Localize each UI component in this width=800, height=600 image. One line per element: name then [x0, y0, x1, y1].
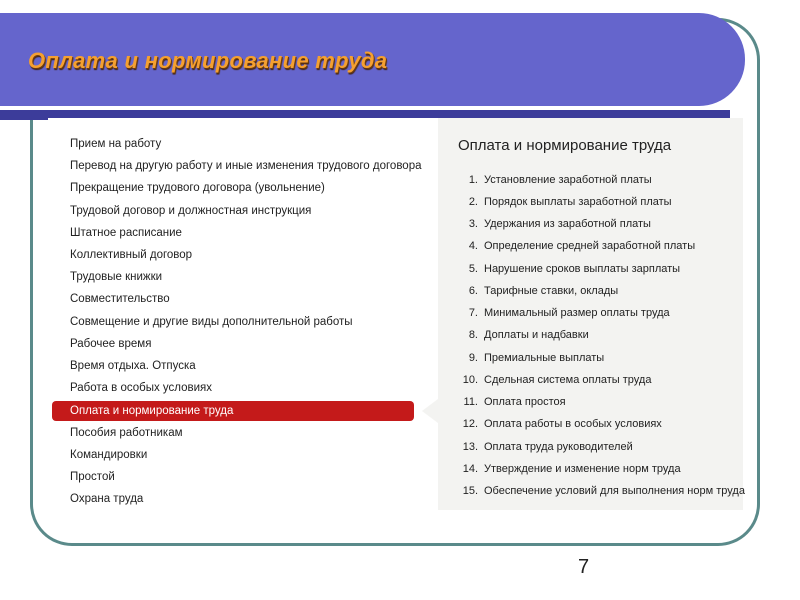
subtopic-item[interactable] — [438, 325, 589, 345]
menu-item[interactable]: Коллективный договор — [70, 249, 193, 261]
page-number: 7 — [578, 556, 590, 578]
subtopic-number: 8. — [468, 329, 478, 341]
subtopic-item[interactable] — [438, 392, 566, 412]
subtopic-label: Премиальные выплаты — [484, 352, 605, 364]
subtopic-item[interactable] — [438, 303, 670, 323]
menu-item[interactable]: Охрана труда — [70, 493, 144, 505]
menu-item[interactable]: Рабочее время — [70, 338, 152, 350]
subtopic-item[interactable] — [438, 348, 604, 368]
menu-item[interactable]: Время отдыха. Отпуска — [70, 360, 196, 372]
menu-item[interactable]: Штатное расписание — [70, 227, 182, 239]
subtopic-item[interactable] — [438, 192, 672, 212]
subtopic-number: 2. — [468, 196, 478, 208]
subtopic-number: 1. — [468, 174, 478, 186]
menu-item[interactable]: Командировки — [70, 449, 148, 461]
subtopic-item[interactable] — [438, 170, 652, 190]
subtopic-label: Обеспечение условий для выполнения норм труда — [484, 485, 745, 497]
embedded-screenshot — [48, 118, 743, 510]
subtopic-label: Сдельная система оплаты труда — [484, 374, 652, 386]
category-menu — [48, 118, 428, 510]
selection-pointer-arrow — [422, 399, 438, 423]
subtopic-number: 9. — [468, 352, 478, 364]
subtopic-label: Удержания из заработной платы — [484, 218, 651, 230]
subtopic-number: 11. — [463, 396, 478, 408]
subtopic-item[interactable] — [438, 214, 651, 234]
menu-item[interactable]: Совмещение и другие виды дополнительной работы — [70, 316, 353, 328]
subtopic-number: 6. — [468, 285, 478, 297]
subtopic-item[interactable] — [438, 370, 651, 390]
subtopic-label: Оплата труда руководителей — [484, 441, 633, 453]
subtopic-number: 7. — [468, 307, 478, 319]
subtopic-item[interactable] — [438, 236, 695, 256]
subtopic-item[interactable] — [438, 414, 662, 434]
menu-item[interactable]: Трудовые книжки — [70, 271, 163, 283]
subtopic-label: Тарифные ставки, оклады — [484, 285, 619, 297]
subtopic-number: 5. — [468, 263, 478, 275]
subtopic-label: Порядок выплаты заработной платы — [484, 196, 672, 208]
subtopic-label: Оплата работы в особых условиях — [484, 418, 662, 430]
subtopic-label: Минимальный размер оплаты труда — [484, 307, 670, 319]
subtopic-panel — [438, 118, 743, 510]
subtopic-number: 13. — [462, 441, 478, 453]
subtopic-label: Утверждение и изменение норм труда — [484, 463, 681, 475]
subtopic-item[interactable] — [438, 459, 681, 479]
menu-item[interactable]: Простой — [70, 471, 115, 483]
subtopic-number: 3. — [468, 218, 478, 230]
subtopic-label: Установление заработной платы — [484, 174, 652, 186]
subtopic-number: 10. — [462, 374, 478, 386]
subtopic-item[interactable] — [438, 259, 680, 279]
subtopic-item[interactable] — [438, 281, 618, 301]
subtopic-number: 4. — [468, 240, 478, 252]
menu-item-active[interactable]: Оплата и нормирование труда — [52, 401, 414, 421]
subtopic-label: Оплата простоя — [484, 396, 566, 408]
subtopic-number: 15. — [462, 485, 478, 497]
slide-title: Оплата и нормирование труда — [28, 48, 388, 73]
menu-item[interactable]: Пособия работникам — [70, 427, 183, 439]
subtopic-label: Доплаты и надбавки — [484, 329, 589, 341]
menu-item[interactable]: Работа в особых условиях — [70, 382, 213, 394]
subtopic-number: 12. — [462, 418, 478, 430]
menu-item[interactable]: Трудовой договор и должностная инструкция — [70, 205, 312, 217]
subtopic-label: Определение средней заработной платы — [484, 240, 696, 252]
menu-item[interactable]: Совместительство — [70, 293, 170, 305]
panel-title: Оплата и нормирование труда — [458, 137, 672, 154]
subtopic-item[interactable] — [438, 437, 633, 457]
menu-item[interactable]: Прием на работу — [70, 138, 162, 150]
subtopic-label: Нарушение сроков выплаты зарплаты — [484, 263, 681, 275]
subtopic-item[interactable] — [438, 481, 745, 501]
subtopic-number: 14. — [462, 463, 478, 475]
menu-item[interactable]: Прекращение трудового договора (увольнение) — [70, 182, 325, 194]
menu-item[interactable]: Перевод на другую работу и иные изменения трудового договора — [70, 160, 422, 172]
